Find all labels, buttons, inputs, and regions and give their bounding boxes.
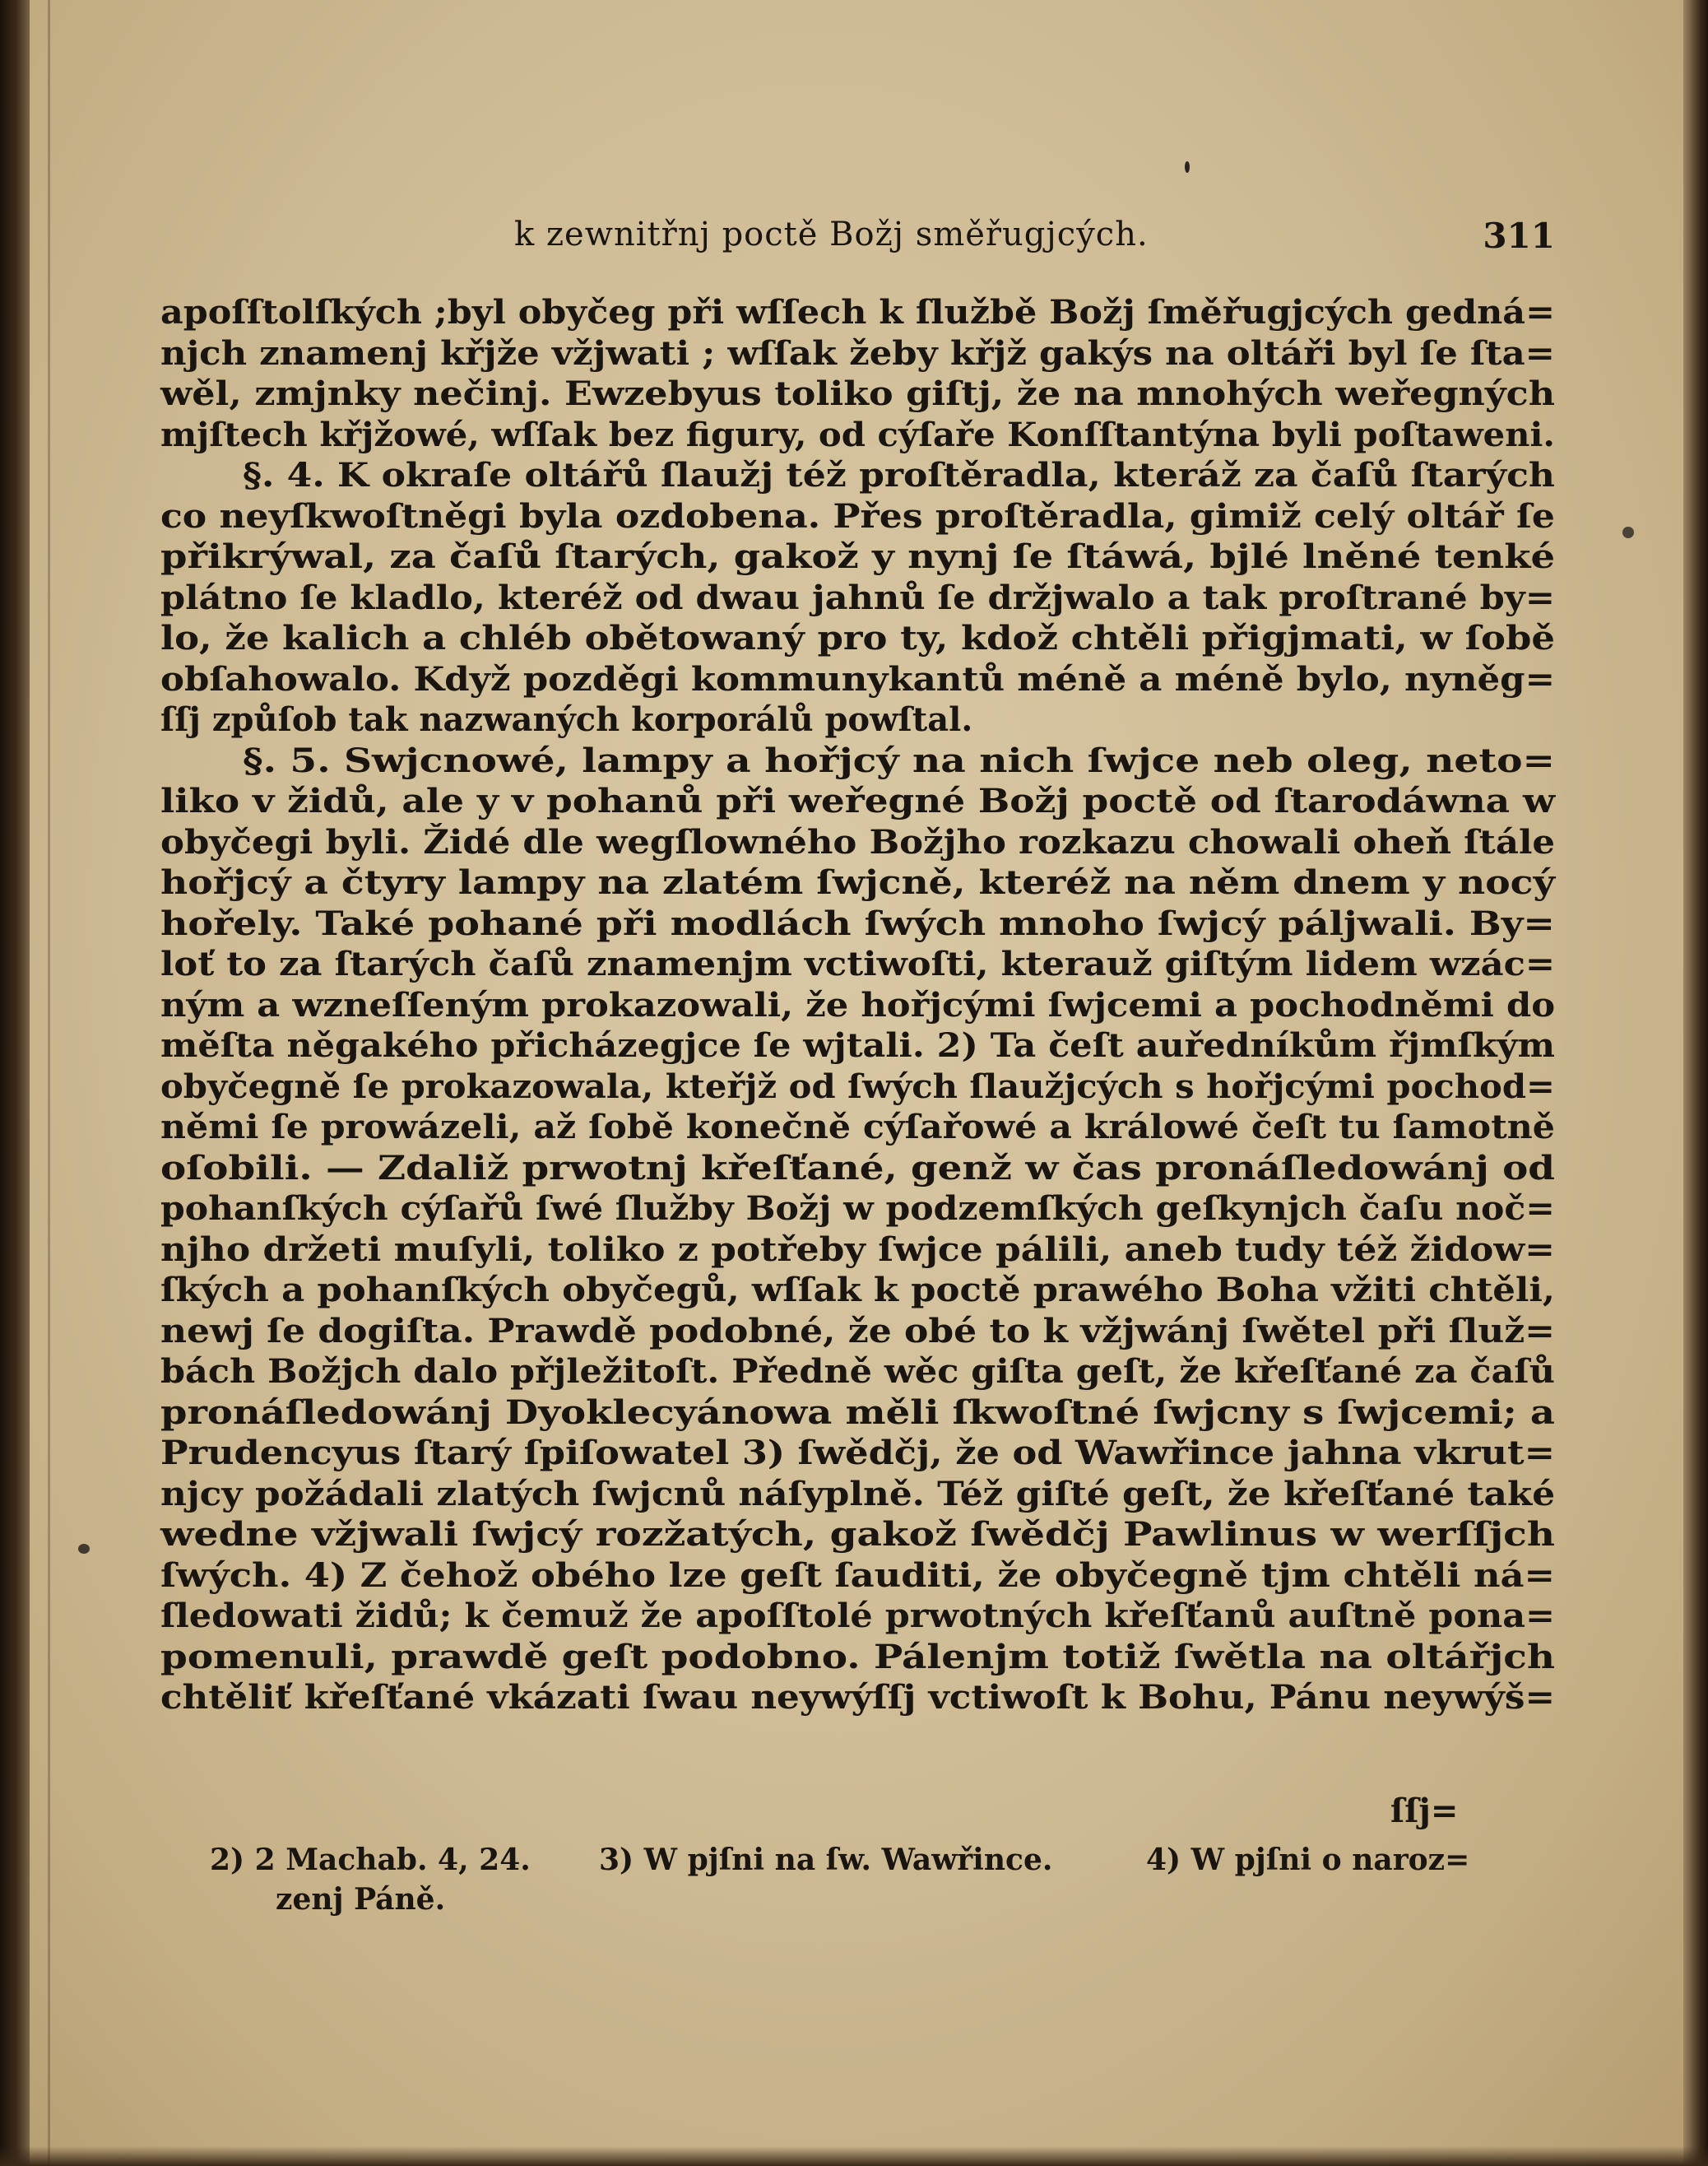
text-line: njcy požádali zlatých ſwjcnů náſyplně. Též giſté geſt, že křeſťané také xyxy=(160,1474,1556,1513)
text-line: wěl, zmjnky nečinj. Ewzebyus toliko giſtj, že na mnohých weřegných xyxy=(160,374,1556,413)
ink-spot xyxy=(1622,527,1634,538)
footnote-4-continued: zenj Páně. xyxy=(276,1882,446,1917)
text-line: newj ſe dogiſta. Prawdě podobné, že obé to k vžjwánj ſwětel při ſluž= xyxy=(160,1311,1556,1350)
gutter-shadow xyxy=(48,0,50,2166)
text-line: němi ſe prowázeli, až ſobě konečně cýſařowé a králowé čeſt tu ſamotně xyxy=(160,1108,1555,1146)
text-line: obyčegi byli. Židé dle wegſlowného Božjho rozkazu chowali oheň ſtále xyxy=(160,822,1556,862)
text-line: pomenuli, prawdě geſt podobno. Pálenjm totiž ſwětla na oltářjch xyxy=(160,1637,1556,1676)
text-line: co neyſkwoſtněgi byla ozdobena. Přes proſtěradla, gimiž celý oltář ſe xyxy=(160,496,1555,536)
text-line: pohanſkých cýſařů ſwé ſlužby Božj w podzemſkých geſkynjch čaſu noč= xyxy=(160,1189,1555,1228)
text-line: hořely. Také pohané při modlách ſwých mnoho ſwjcý páljwali. By= xyxy=(160,904,1555,943)
text-line: plátno ſe kladlo, kteréž od dwau jahnů ſe držjwalo a tak proſtrané by= xyxy=(160,578,1555,617)
text-line: ſledowati židů; k čemuž že apoſſtolé prwotných křeſťanů auſtně pona= xyxy=(160,1597,1556,1635)
page-number: 311 xyxy=(1483,216,1555,256)
running-head: k zewnitřnj poctě Božj směřugjcých. xyxy=(514,216,1149,253)
body-text xyxy=(160,292,1555,1718)
text-line: njch znamenj křjže vžjwati ; wſſak žeby křjž gakýs na oltáři byl ſe ſta= xyxy=(160,333,1555,373)
text-line: Prudencyus ſtarý ſpiſowatel 3) ſwědčj, že od Wawřince jahna vkrut= xyxy=(160,1434,1556,1472)
text-line: pronáſledowánj Dyoklecyánowa měli ſkwoſtné ſwjcny s ſwjcemi; a xyxy=(160,1392,1555,1432)
footnote-row xyxy=(210,1840,1567,1880)
book-binding-edge xyxy=(0,0,30,2166)
text-line: obſahowalo. Když pozděgi kommunykantů méně a méně bylo, nyněg= xyxy=(160,659,1556,699)
text-line: §. 5. Swjcnowé, lampy a hořjcý na nich ſwjce neb oleg, neto= xyxy=(243,741,1555,780)
page-bottom-edge xyxy=(0,2146,1708,2166)
text-line: mjſtech křjžowé, wſſak bez figury, od cýſaře Konſſtantýna byli poſtaweni. xyxy=(160,415,1555,454)
text-line: ſwých. 4) Z čehož obého lze geſt ſauditi, že obyčegně tjm chtěli ná= xyxy=(160,1555,1556,1595)
text-line: měſta něgakého přicházegjce ſe wjtali. 2) Ta čeſt auředníkům řjmſkým xyxy=(160,1026,1555,1065)
page-header xyxy=(160,216,1555,273)
text-line: chtěliť křeſťané vkázati ſwau neywýſſj vctiwoſt k Bohu, Pánu neywýš= xyxy=(160,1678,1555,1717)
text-line: ſſj způſob tak nazwaných korporálů powſtal. xyxy=(160,700,973,739)
text-line: ným a wzneſſeným prokazowali, že hořjcými ſwjcemi a pochodněmi do xyxy=(160,985,1556,1025)
text-line: §. 4. K okraſe oltářů ſlaužj též proſtěradla, kteráž za čaſů ſtarých xyxy=(243,456,1555,495)
footnote-4: 4) W pjſni o naroz= xyxy=(1146,1843,1470,1877)
page-right-edge xyxy=(1683,0,1708,2166)
ink-spot xyxy=(78,1544,90,1554)
text-line: wedne vžjwali ſwjcý rozžatých, gakož ſwědčj Pawlinus w werſſjch xyxy=(160,1515,1556,1554)
text-line: obyčegně ſe prokazowala, kteřjž od ſwých ſlaužjcých s hořjcými pochod= xyxy=(160,1067,1555,1106)
text-line: njho držeti muſyli, toliko z potřeby ſwjce pálili, aneb tudy též židow= xyxy=(160,1229,1556,1269)
footnote-2: 2) 2 Machab. 4, 24. xyxy=(210,1843,531,1877)
text-line: lo, že kalich a chléb obětowaný pro ty, kdož chtěli přigjmati, w ſobě xyxy=(160,619,1555,658)
text-line: loť to za ſtarých čaſů znamenjm vctiwoſti, kterauž giſtým lidem wzác= xyxy=(160,945,1556,983)
text-line: přikrýwal, za čaſů ſtarých, gakož y nynj ſe ſtáwá, bjlé lněné tenké xyxy=(160,537,1556,576)
footnote-row xyxy=(210,1880,1567,1919)
text-line: ſkých a pohanſkých obyčegů, wſſak k poctě prawého Boha vžiti chtěli, xyxy=(160,1271,1556,1309)
footnote-3: 3) W pjſni na ſw. Wawřince. xyxy=(599,1843,1053,1877)
text-line: apoſſtolſkých ;byl obyčeg při wſſech k ſlužbě Božj ſměřugjcých gedná= xyxy=(160,293,1555,332)
text-line: hořjcý a čtyry lampy na zlatém ſwjcně, kteréž na něm dnem y nocý xyxy=(160,863,1555,902)
catchword: ſſj= xyxy=(1390,1792,1459,1830)
text-line: bách Božjch dalo přjležitoſt. Předně wěc giſta geſt, že křeſťané za čaſů xyxy=(160,1352,1555,1391)
text-line: liko v židů, ale y v pohanů při weřegné Božj poctě od ſtarodáwna w xyxy=(160,782,1556,820)
ink-spot xyxy=(1185,161,1190,173)
text-line: oſobili. — Zdaliž prwotnj křeſťané, genž w čas pronáſledowánj od xyxy=(160,1148,1555,1188)
footnotes xyxy=(210,1840,1567,1919)
